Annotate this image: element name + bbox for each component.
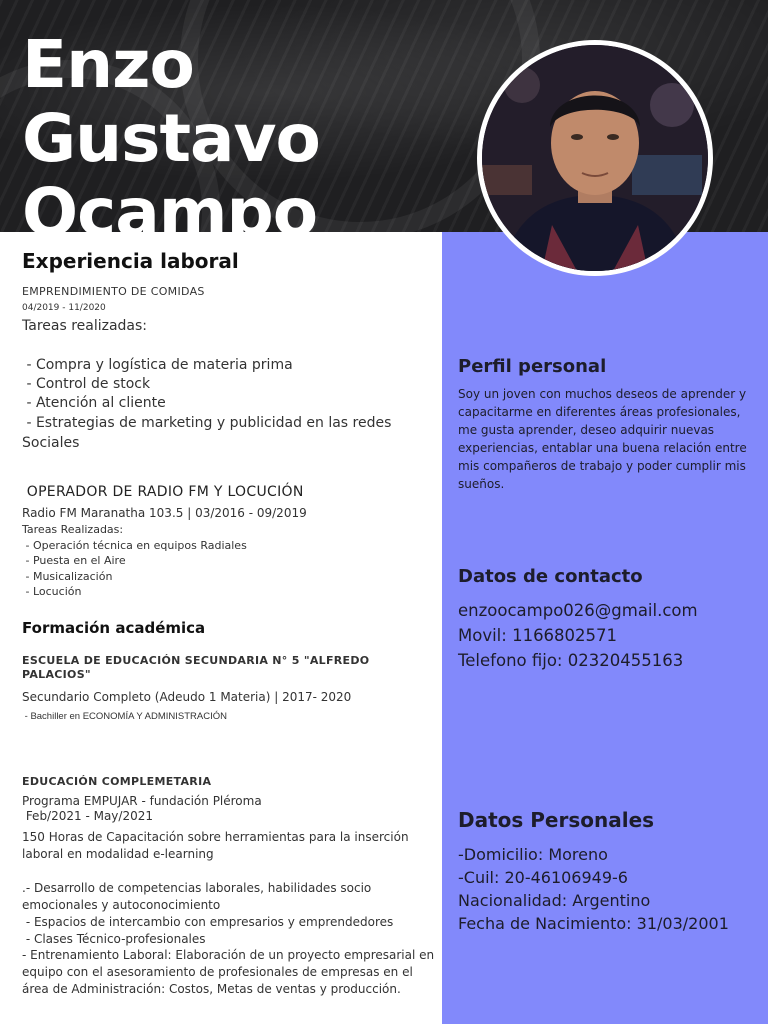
job1-task: - Control de stock [22,376,151,392]
extra-program: Programa EMPUJAR - fundación Pléroma [22,794,262,808]
experience-heading: Experiencia laboral [22,249,239,273]
extra-dates: Feb/2021 - May/2021 [22,809,153,823]
personal-birthdate: Fecha de Nacimiento: 31/03/2001 [458,914,729,933]
job1-task: Sociales [22,435,80,451]
school-detail: - Bachiller en ECONOMÍA Y ADMINISTRACIÓN [22,711,228,722]
personal-nationality: Nacionalidad: Argentino [458,891,651,910]
education-heading: Formación académica [22,619,206,637]
extra-item: - Entrenamiento Laboral: Elaboración de un proyecto empresarial en equipo con el asesoramiento de profesionales de empresas en el área de Administración: Costos, Metas de ventas y producción. [22,948,435,996]
contact-mobile: Movil: 1166802571 [458,626,618,645]
extra-hours: 150 Horas de Capacitación sobre herramientas para la inserción laboral en modalidad e-learning [22,830,409,861]
extra-item: - Espacios de intercambio con empresarios y emprendedores [22,915,394,929]
candidate-name: Enzo Gustavo Ocampo [22,26,320,251]
job1-task: - Atención al cliente [22,395,166,411]
extra-item: .- Desarrollo de competencias laborales, habilidades socio emocionales y autoconocimiento [22,881,372,912]
job2-title: OPERADOR DE RADIO FM Y LOCUCIÓN [22,484,304,500]
job2-task: - Puesta en el Aire [22,554,126,567]
school-subtitle: Secundario Completo (Adeudo 1 Materia) | 2017- 2020 [22,690,352,704]
job1-title: EMPRENDIMIENTO DE COMIDAS [22,285,205,298]
job2-task: - Operación técnica en equipos Radiales [22,539,247,552]
profile-photo [477,40,713,276]
profile-heading: Perfil personal [458,356,607,377]
job1-tasks-label: Tareas realizadas: [22,318,148,334]
personal-cuil: -Cuil: 20-46106949-6 [458,868,628,887]
job1-task: - Estrategias de marketing y publicidad en las redes [22,415,392,431]
personal-address: -Domicilio: Moreno [458,845,608,864]
extra-item: - Clases Técnico-profesionales [22,932,206,946]
job2-subtitle: Radio FM Maranatha 103.5 | 03/2016 - 09/2019 [22,506,307,520]
extra-education-title: EDUCACIÓN COMPLEMETARIA [22,775,212,788]
personal-heading: Datos Personales [458,808,655,832]
contact-heading: Datos de contacto [458,566,643,587]
job1-dates: 04/2019 - 11/2020 [22,303,106,313]
job2-task: - Musicalización [22,570,113,583]
contact-email[interactable]: enzoocampo026@gmail.com [458,601,698,620]
person-icon [482,45,708,271]
profile-text: Soy un joven con muchos deseos de aprender y capacitarme en diferentes áreas profesionales, me gusta aprender, deseo adquirir nuevas experiencias, entablar una buena relación entre mis compañeros de trabajo y poder cumplir mis sueños. [458,387,747,491]
job1-task: - Compra y logística de materia prima [22,357,293,373]
job2-tasks-label: Tareas Realizadas: [22,523,124,536]
job2-task: - Locución [22,585,82,598]
school-title: ESCUELA DE EDUCACIÓN SECUNDARIA N° 5 "ALFREDO PALACIOS" [22,654,370,681]
contact-phone: Telefono fijo: 02320455163 [458,651,684,670]
